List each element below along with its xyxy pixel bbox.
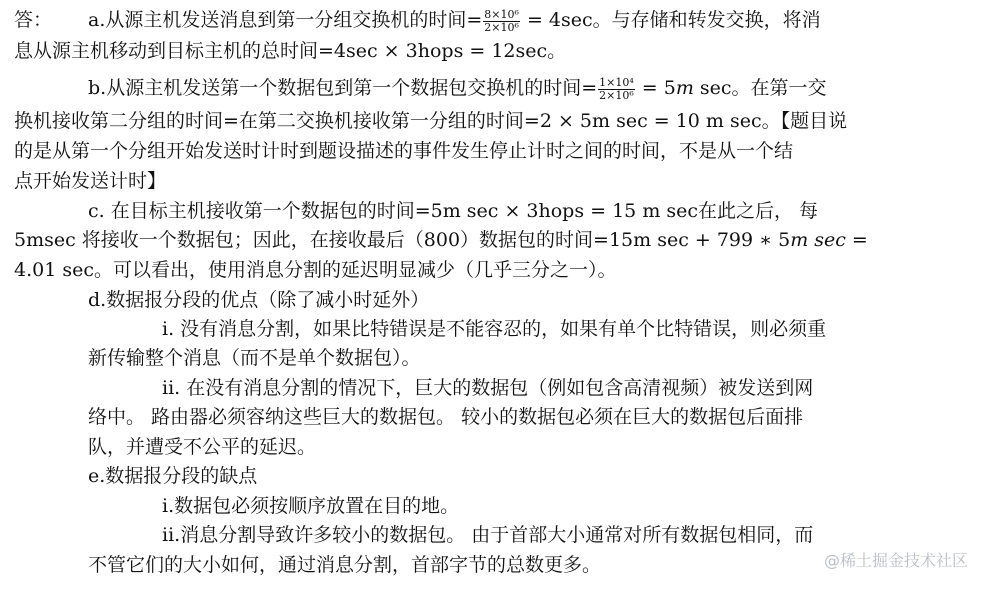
part-e-ii-line-1: ii.消息分割导致许多较小的数据包。 由于首部大小通常对所有数据包相同，而	[162, 524, 814, 546]
fraction-denominator: 2×10⁶	[599, 88, 634, 102]
part-b-line-1	[88, 75, 827, 102]
part-b-line-3: 的是从第一个分组开始发送时计时到题设描述的事件发生停止计时之间的时间，不是从一个结	[14, 140, 794, 162]
fraction-numerator: 8×10⁶	[484, 7, 519, 21]
part-b-text-post-a: = 5	[635, 77, 676, 99]
part-c-italic-msec: m sec	[790, 229, 846, 251]
part-a-text-post: = 4sec。与存储和转发交换，将消	[520, 9, 821, 31]
part-e-heading: e.数据报分段的缺点	[88, 465, 258, 487]
part-c-text-post: =	[845, 229, 868, 251]
answer-label: 答：	[14, 9, 53, 31]
part-b-line-4: 点开始发送计时】	[14, 170, 167, 192]
part-d-i-line-1: i. 没有消息分割，如果比特错误是不能容忍的，如果有单个比特错误，则必须重	[162, 318, 827, 340]
part-c-line-1: c. 在目标主机接收第一个数据包的时间=5m sec × 3hops = 15 m sec在此之后， 每	[88, 200, 819, 222]
part-b-italic-m: m	[675, 77, 694, 99]
part-e-i-line-1: i.数据包必须按顺序放置在目的地。	[162, 495, 460, 517]
part-a-fraction	[483, 9, 520, 34]
part-b-line-2: 换机接收第二分组的时间=在第二交换机接收第一分组的时间=2 × 5m sec = 10 m sec。【题目说	[14, 110, 848, 132]
part-d-i-line-2: 新传输整个消息（而不是单个数据包）。	[88, 347, 421, 369]
part-d-ii-line-3: 队，并遭受不公平的延迟。	[88, 436, 317, 458]
part-a-line-1	[88, 7, 821, 34]
part-a-line-2: 息从源主机移动到目标主机的总时间=4sec × 3hops = 12sec。	[14, 40, 567, 62]
part-d-ii-line-1: ii. 在没有消息分割的情况下，巨大的数据包（例如包含高清视频）被发送到网	[162, 377, 814, 399]
part-c-line-2	[14, 227, 868, 253]
part-d-ii-line-2: 络中。 路由器必须容纳这些巨大的数据包。 较小的数据包必须在巨大的数据包后面排	[88, 406, 804, 428]
part-c-line-3: 4.01 sec。可以看出，使用消息分割的延迟明显减少（几乎三分之一）。	[14, 259, 617, 281]
part-d-heading: d.数据报分段的优点（除了减小时延外）	[88, 289, 430, 311]
part-c-text-pre: 5msec 将接收一个数据包；因此，在接收最后（800）数据包的时间=15m sec + 799 ∗ 5	[14, 229, 791, 251]
fraction-denominator: 2×10⁶	[484, 20, 519, 34]
fraction-numerator: 1×10⁴	[599, 75, 634, 89]
part-b-text-post-b: sec。在第一交	[693, 77, 827, 99]
watermark: @稀土掘金技术社区	[823, 551, 968, 570]
part-b-fraction	[598, 77, 635, 102]
part-e-ii-line-2: 不管它们的大小如何，通过消息分割，首部字节的总数更多。	[88, 554, 602, 576]
part-b-text-pre: b.从源主机发送第一个数据包到第一个数据包交换机的时间=	[88, 77, 598, 99]
part-a-text-pre: a.从源主机发送消息到第一分组交换机的时间=	[88, 9, 483, 31]
